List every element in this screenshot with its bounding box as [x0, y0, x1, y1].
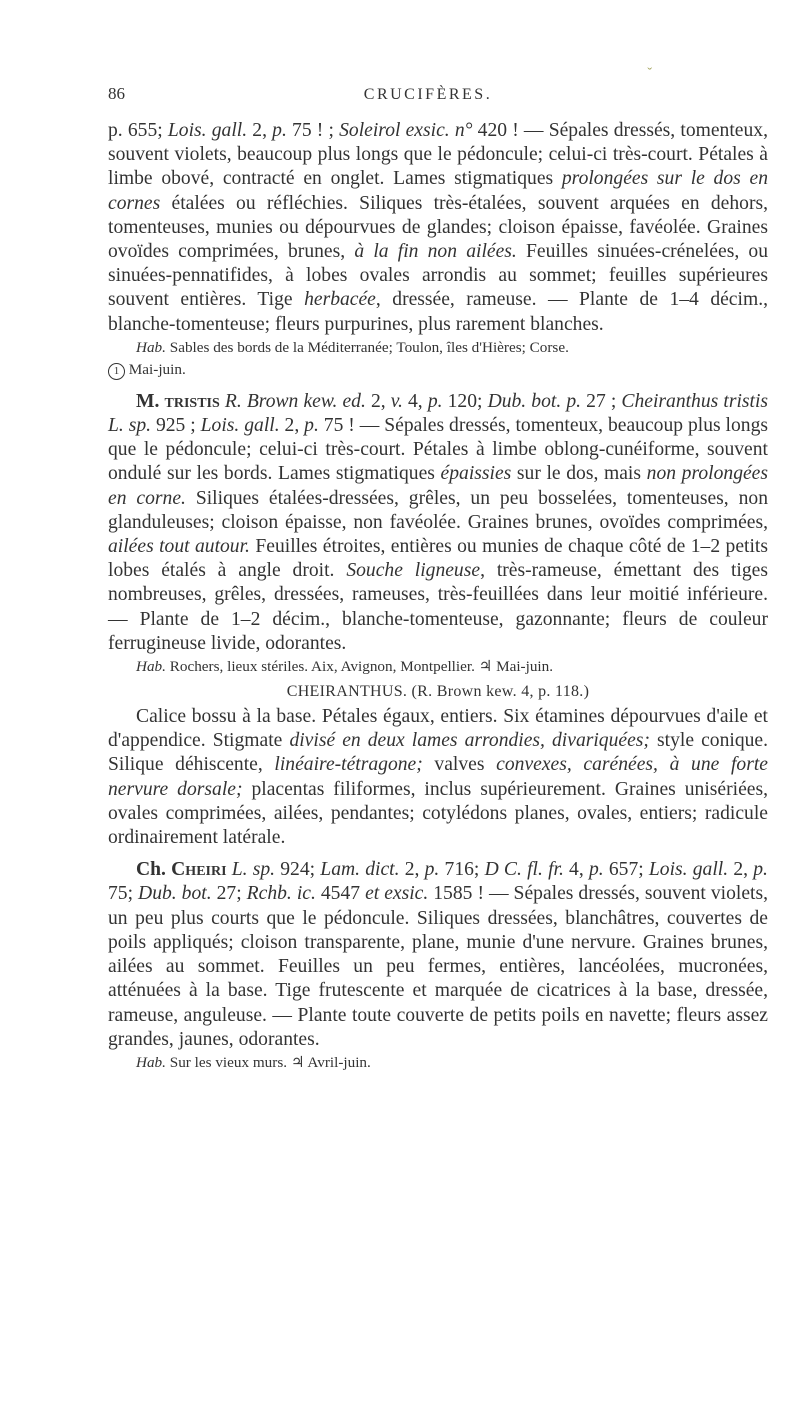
annual-symbol: 1	[108, 363, 125, 380]
species-description-3: Ch. Cheiri L. sp. 924; Lam. dict. 2, p. 716; D C. fl. fr. 4, p. 657; Lois. gall. 2, p. 75; Dub. bot. 27; Rchb. ic. 4547 et exsic. 1585 ! — Sépales dressés, souvent violets, un peu plus courts que le pédoncule. Siliques dressées, blanchâtres, couvertes de poils appliqués; cloison transparente, plane, munie d'une nervure. Graines brunes, ailées au sommet. Feuilles un peu fermes, entières, lancéolées, mucronées, atténuées à la base. Tige frutescente et marquée de cicatrices à la base, dressée, rameuse, anguleuse. — Plante toute couverte de petits poils en navette; fleurs assez grandes, jaunes, odorantes.	[108, 859, 768, 1050]
page-body	[108, 119, 768, 1075]
page-number: 86	[108, 84, 125, 103]
habitat-3: Hab. Sur les vieux murs. ♃ Avril-juin.	[136, 1053, 371, 1071]
habitat-1-months: 1 Mai-juin.	[108, 360, 768, 380]
species-description-1: p. 655; Lois. gall. 2, p. 75 ! ; Soleirol exsic. n° 420 ! — Sépales dressés, tomenteux, souvent violets, beaucoup plus longs que le pédoncule; celui-ci très-court. Pétales à limbe obové, contracté en onglet. Lames stigmatiques prolongées sur le dos en cornes étalées ou réfléchies. Siliques très-étalées, souvent arquées en dehors, tomenteuses, munies ou dépourvues de glandes; cloison épaisse, favéolée. Graines ovoïdes comprimées, brunes, à la fin non ailées. Feuilles sinuées-crénelées, ou sinuées-pennatifides, à lobes ovales arrondis au sommet; feuilles supérieures souvent entières. Tige herbacée, dressée, rameuse. — Plante de 1–4 décim., blanche-tomenteuse; fleurs purpurines, plus rarement blanches.	[108, 120, 769, 335]
genus-heading: CHEIRANTHUS. (R. Brown kew. 4, p. 118.)	[286, 683, 590, 701]
ink-mark: ˇ	[647, 66, 652, 81]
habitat-2: Hab. Rochers, lieux stériles. Aix, Avignon, Montpellier. ♃ Mai-juin.	[136, 658, 554, 676]
running-title: CRUCIFÈRES.	[363, 86, 493, 103]
genus-description: Calice bossu à la base. Pétales égaux, entiers. Six étamines dépourvues d'aile et d'appendice. Stigmate divisé en deux lames arrondies, divariquées; style conique. Silique déhiscente, linéaire-tétragone; valves convexes, carénées, à une forte nervure dorsale; placentas filiformes, inclus supérieurement. Graines unisériées, ovales comprimées, ailées, pendantes; cotylédons planes, ovales, entiers; radicule ordinairement latérale.	[108, 706, 769, 849]
page-header	[108, 66, 748, 108]
habitat-1: Hab. Sables des bords de la Méditerranée; Toulon, îles d'Hières; Corse.	[136, 338, 569, 356]
species-description-2: M. tristis R. Brown kew. ed. 2, v. 4, p. 120; Dub. bot. p. 27 ; Cheiranthus tristis L. sp. 925 ; Lois. gall. 2, p. 75 ! — Sépales dressés, tomenteux, beaucoup plus longs que le pédoncule; celui-ci très-court. Pétales à limbe oblong-cunéiforme, souvent ondulé sur les bords. Lames stigmatiques épaissies sur le dos, mais non prolongées en corne. Siliques étalées-dressées, grêles, un peu bosselées, tomenteuses, non glanduleuses; cloison épaisse, non favéolée. Graines brunes, ovoïdes comprimées, ailées tout autour. Feuilles étroites, entières ou munies de chaque côté de 1–2 petits lobes étalés à angle droit. Souche ligneuse, très-rameuse, émettant des tiges nombreuses, grêles, dressées, rameuses, très-feuillées dans leur moitié inférieure. — Plante de 1–2 décim., blanche-tomenteuse, gazonnante; fleurs de couleur ferrugineuse livide, odorantes.	[108, 390, 769, 654]
